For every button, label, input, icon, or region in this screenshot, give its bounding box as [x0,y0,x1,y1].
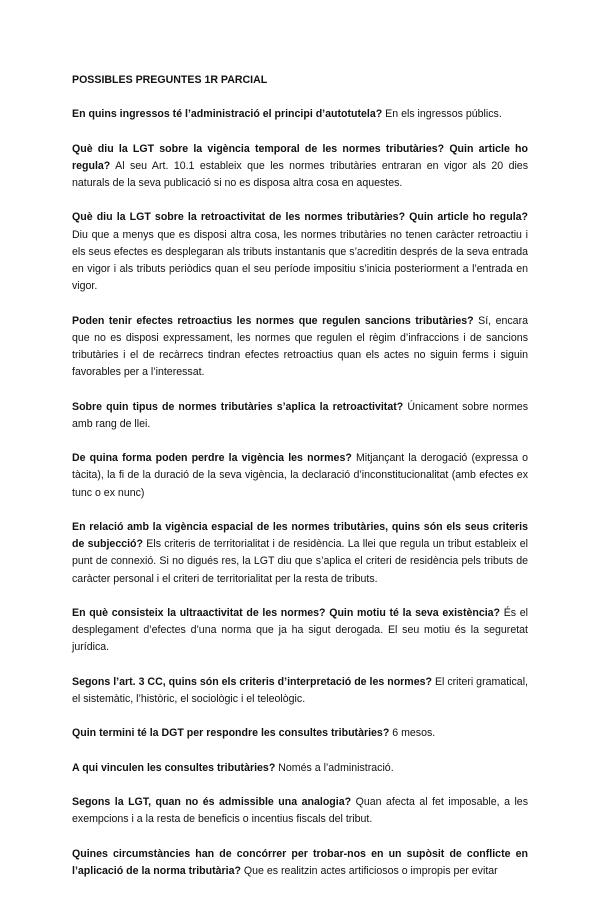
answer: 6 mesos. [392,727,436,740]
answer: En els ingressos públics. [385,108,502,121]
qa-item [72,106,528,123]
answer: Mitjançant la derogació (expressa o tàcita), la fi de la duració de la seva vigència, la declaració d’inconstitucionalitat (amb efectes ex tunc o ex nunc) [72,452,529,499]
qa-item [72,846,528,880]
qa-item [72,209,528,295]
question: Poden tenir efectes retroactius les normes que regulen sancions tributàries? [72,314,474,327]
question: Què diu la LGT sobre la vigència temporal de les normes tributàries? Quin article ho regula? [72,142,528,172]
answer: Que es realitzin actes artificiosos o impropis per evitar [243,864,498,877]
qa-item [72,519,528,588]
answer: Els criteris de territorialitat i de residència. La llei que regula un tribut estableix el punt de connexió. Si no digués res, la LGT diu que s’aplica el criteri de residència pels tributs de caràcter personal i el criteri de territorialitat per la resta de tributs. [72,538,528,585]
question: Segons l’art. 3 CC, quins són els criteris d’interpretació de les normes? [72,675,432,688]
qa-item [72,725,528,742]
qa-item [72,760,528,777]
question: Quin termini té la DGT per respondre les consultes tributàries? [72,727,390,740]
qa-item [72,450,528,502]
qa-item [72,313,528,382]
qa-item [72,399,528,433]
question: Sobre quin tipus de normes tributàries s’aplica la retroactivitat? [72,400,404,413]
qa-item [72,794,528,828]
question: Quines circumstàncies han de concórrer per trobar-nos en un supòsit de conflicte en l’aplicació de la norma tributària? [72,847,528,877]
answer: El criteri gramatical, el sistemàtic, l’històric, el sociològic i el teleològic. [72,675,528,705]
answer: És el desplegament d’efectes d’una norma que ja ha sigut derogada. El seu motiu és la seguretat jurídica. [72,606,528,654]
qa-item [72,605,528,657]
answer: Sí, encara que no es disposi expressament, les normes que regulen el règim d’infraccions i de sancions tributàries i el de recàrrecs tindran efectes retroactius quan els actes no siguin ferms i siguin favorables per a l’interessat. [72,314,528,379]
question: Què diu la LGT sobre la retroactivitat de les normes tributàries? Quin article ho regula? [72,211,528,224]
question: En quins ingressos té l’administració el principi d’autotutela? [72,108,383,121]
answer: Quan afecta al fet imposable, a les exempcions i a la resta de beneficis o incentius fiscals del tribut. [72,796,529,826]
question: Segons la LGT, quan no és admissible una analogia? [72,796,352,809]
answer: Diu que a menys que es disposi altra cosa, les normes tributàries no tenen caràcter retroactiu i els seus efectes es desplegaran als tributs instantanis que s’acreditin després de la seva entrada en vigor i als tributs periòdics quan el seu període impositiu s’inicia posteriorment a l’entrada en vigor. [72,228,528,293]
qa-item [72,674,528,708]
question: En què consisteix la ultraactivitat de les normes? Quin motiu té la seva existència? [72,606,501,619]
document-page [72,72,528,897]
document-title: POSSIBLES PREGUNTES 1R PARCIAL [72,74,268,86]
question: De quina forma poden perdre la vigència les normes? [72,452,352,465]
answer: Al seu Art. 10.1 estableix que les normes tributàries entraran en vigor als 20 dies naturals de la seva publicació si no es disposa altra cosa en aquestes. [72,159,528,189]
question: En relació amb la vigència espacial de les normes tributàries, quins són els seus criteris de subjecció? [72,520,528,551]
answer: Només a l’administració. [278,761,394,774]
qa-item [72,141,528,193]
question: A qui vinculen les consultes tributàries? [72,761,276,774]
answer: Únicament sobre normes amb rang de llei. [72,400,528,430]
